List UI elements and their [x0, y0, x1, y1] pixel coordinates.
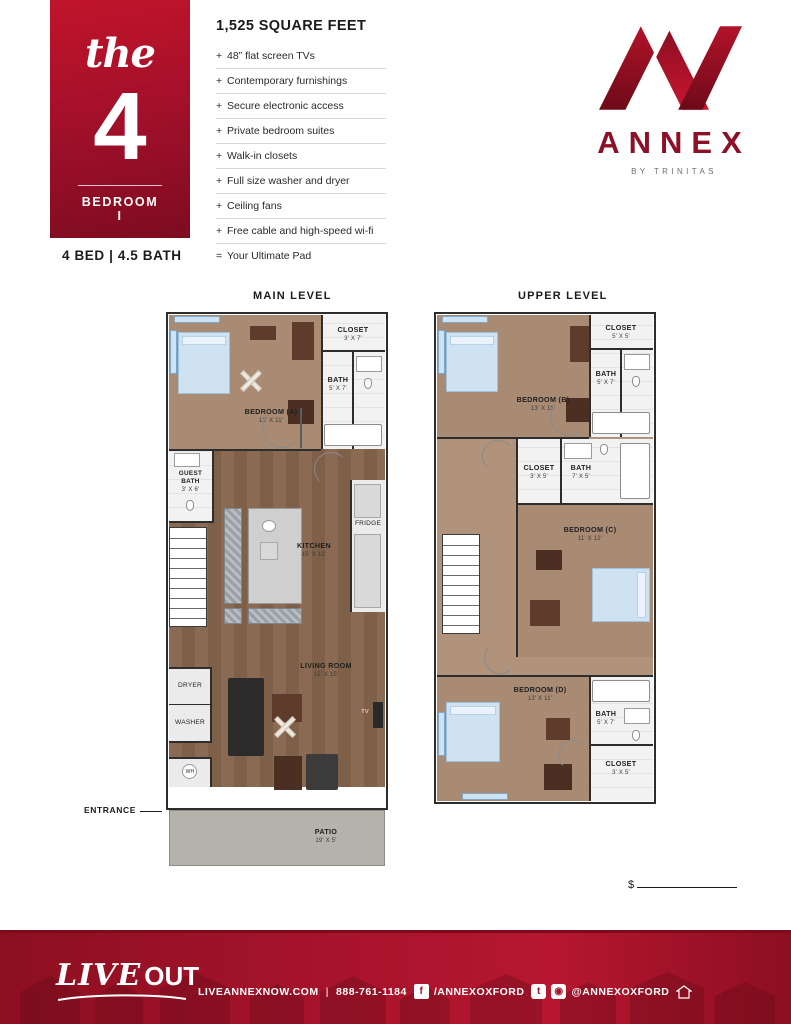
tv-icon	[373, 702, 383, 728]
room-dim: 19' X 5'	[315, 838, 337, 844]
swoosh-icon	[58, 994, 188, 1002]
dresser-furniture	[250, 326, 276, 340]
door-swing-icon	[484, 642, 516, 674]
feature-item	[216, 119, 386, 144]
logo-wordmark: ANNEX	[597, 125, 751, 160]
sink-icon	[174, 453, 200, 467]
badge-the-label: the	[84, 30, 155, 77]
bed-furniture	[446, 702, 500, 762]
window-icon	[438, 712, 445, 756]
room-name: CLOSET	[523, 463, 555, 472]
feature-item	[216, 44, 386, 69]
sink-icon	[564, 443, 592, 459]
wall-seg	[210, 757, 212, 787]
toilet-icon	[632, 730, 640, 741]
room-dim: 13' X 11'	[530, 406, 556, 412]
sink-icon	[356, 356, 382, 372]
facebook-icon[interactable]: f	[414, 984, 429, 999]
room-dim: 3' X 5'	[530, 474, 548, 480]
door-swing-icon	[558, 740, 588, 770]
upper-level-title: UPPER LEVEL	[518, 290, 608, 302]
instagram-icon[interactable]: ◉	[551, 984, 566, 999]
room-name: KITCHEN	[296, 541, 332, 550]
room-label	[591, 760, 651, 777]
website-link[interactable]: LIVEANNEXNOW.COM	[198, 985, 319, 998]
coffee-table-furniture	[274, 756, 302, 790]
feature-marker: +	[216, 200, 223, 212]
room-name: BATH	[595, 369, 617, 378]
room-name: PATIO	[314, 827, 338, 836]
currency-symbol: $	[628, 879, 635, 891]
toilet-icon	[600, 444, 608, 455]
feature-marker: +	[216, 75, 223, 87]
room-label	[322, 376, 354, 393]
main-level-floorplan	[166, 312, 388, 870]
footer-top-rule	[0, 930, 791, 933]
bathtub-icon	[620, 443, 650, 499]
wardrobe-furniture	[292, 322, 314, 360]
door-leaf-icon	[300, 408, 302, 448]
door-swing-icon	[550, 398, 588, 436]
facebook-group[interactable]	[414, 984, 525, 999]
wardrobe-furniture	[570, 326, 590, 362]
feature-text: Walk-in closets	[227, 150, 298, 162]
room-name: BATH	[570, 463, 592, 472]
armchair-furniture	[306, 754, 338, 790]
bathtub-icon	[592, 412, 650, 434]
entrance-label: ENTRANCE	[84, 805, 137, 815]
bathtub-icon	[592, 680, 650, 702]
wall-seg	[169, 521, 214, 523]
out-word: OUT	[144, 961, 200, 991]
wall-seg	[169, 449, 321, 451]
feature-text: Private bedroom suites	[227, 125, 335, 137]
room-name: LIVING ROOM	[300, 661, 352, 670]
feature-item	[216, 244, 386, 268]
kitchen-sink-icon	[262, 520, 276, 532]
wall-seg	[169, 704, 212, 705]
room-label	[550, 526, 630, 543]
bed-furniture	[178, 332, 230, 394]
room-dim: 5' X 5'	[612, 334, 630, 340]
room-label	[169, 470, 212, 494]
toilet-icon	[186, 500, 194, 511]
plan-badge	[50, 0, 190, 238]
room-name: BEDROOM (D)	[513, 685, 567, 694]
equal-housing-icon	[676, 985, 692, 999]
cooktop-icon	[260, 542, 278, 560]
room-label	[518, 464, 560, 481]
room-name: BATH	[595, 709, 617, 718]
feature-text: Ceiling fans	[227, 200, 282, 212]
kitchen-counter	[224, 608, 242, 624]
nightstand-furniture	[546, 718, 570, 740]
room-label	[292, 828, 360, 845]
wall-seg	[212, 449, 214, 521]
room-name: CLOSET	[605, 759, 637, 768]
price-field[interactable]	[628, 876, 738, 891]
feature-item	[216, 194, 386, 219]
live-word: LIVE	[56, 958, 142, 993]
room-dim: 5' X 7'	[329, 386, 347, 392]
feature-marker: +	[216, 100, 223, 112]
annex-logo	[575, 24, 765, 176]
feature-text: 48” flat screen TVs	[227, 50, 315, 62]
room-dim: 15' X 12'	[301, 552, 327, 558]
feature-text: Free cable and high-speed wi-fi	[227, 225, 374, 237]
social-handle[interactable]: @ANNEXOXFORD	[571, 985, 670, 998]
room-name: BEDROOM (B)	[516, 395, 570, 404]
fridge-label: FRIDGE	[354, 520, 382, 527]
wall-seg	[589, 677, 591, 801]
washer-label: WASHER	[175, 719, 205, 726]
feature-marker: +	[216, 50, 223, 62]
room-label	[590, 370, 622, 387]
room-dim: 3' X 7'	[344, 336, 362, 342]
footer-contact-row	[198, 984, 692, 999]
toilet-icon	[632, 376, 640, 387]
bed-bath-summary: 4 BED | 4.5 BATH	[62, 248, 182, 263]
feature-item	[216, 219, 386, 244]
wh-label: WH	[185, 769, 195, 775]
bed-furniture	[592, 568, 650, 622]
feature-list	[216, 44, 386, 268]
room-dim: 15' X 15'	[313, 672, 339, 678]
square-feet-label: 1,525 SQUARE FEET	[216, 18, 367, 34]
room-name: CLOSET	[337, 325, 369, 334]
room-dim: 3' X 5'	[612, 770, 630, 776]
bed-furniture	[446, 332, 498, 392]
room-label	[590, 710, 622, 727]
facebook-handle[interactable]: /ANNEXOXFORD	[433, 985, 525, 998]
upper-stairs	[442, 534, 480, 634]
window-icon	[438, 330, 445, 374]
logo-tagline: BY TRINITAS	[631, 167, 717, 176]
sofa-furniture	[228, 678, 264, 756]
kitchen-counter	[248, 608, 302, 624]
room-name: CLOSET	[605, 323, 637, 332]
room-name: BEDROOM (C)	[563, 525, 617, 534]
tv-label: TV	[361, 709, 369, 715]
feature-marker: +	[216, 125, 223, 137]
room-name: BATH	[327, 375, 349, 384]
wall-seg	[169, 667, 212, 669]
bathtub-icon	[324, 424, 382, 446]
room-label	[496, 686, 584, 703]
room-name: GUEST BATH	[178, 470, 203, 485]
room-label	[286, 542, 342, 559]
room-dim: 11' X 12'	[577, 536, 603, 542]
wall-seg	[169, 757, 212, 759]
feature-item	[216, 69, 386, 94]
wall-seg	[350, 480, 352, 612]
desk-furniture	[536, 550, 562, 570]
footer-bar	[0, 930, 791, 1024]
social-handles-group[interactable]	[531, 984, 669, 999]
room-dim: 3' X 6'	[181, 487, 200, 493]
feature-marker: +	[216, 175, 223, 187]
price-blank-line[interactable]	[637, 876, 737, 888]
badge-bedroom-count: 4	[93, 73, 147, 180]
ceiling-fan-icon	[238, 368, 264, 394]
separator: |	[325, 985, 330, 998]
toilet-icon	[364, 378, 372, 389]
window-icon	[462, 793, 508, 800]
wall-seg	[169, 741, 212, 743]
kitchen-counter	[224, 508, 242, 604]
room-dim: 13' X 11'	[258, 418, 284, 424]
dryer-label: DRYER	[178, 682, 202, 689]
window-icon	[170, 330, 177, 374]
feature-marker: +	[216, 150, 223, 162]
room-label	[292, 662, 360, 679]
door-swing-icon	[482, 440, 514, 472]
badge-bedroom-line: BEDROOM I	[78, 185, 162, 223]
feature-text: Full size washer and dryer	[227, 175, 350, 187]
wall-seg	[516, 505, 518, 657]
ceiling-fan-icon	[272, 714, 298, 740]
twitter-icon[interactable]: t	[531, 984, 546, 999]
window-icon	[442, 316, 488, 323]
feature-marker: =	[216, 250, 223, 262]
room-dim: 5' X 7'	[597, 380, 615, 386]
feature-text: Secure electronic access	[227, 100, 344, 112]
feature-marker: +	[216, 225, 223, 237]
live-out-lockup	[56, 958, 199, 993]
room-name: BEDROOM (A)	[244, 407, 298, 416]
upper-level-floorplan	[434, 312, 656, 804]
main-stairs	[169, 527, 207, 627]
room-dim: 5' X 7'	[597, 720, 615, 726]
annex-a-x-mark	[588, 24, 753, 112]
dresser-furniture	[530, 600, 560, 626]
feature-text: Your Ultimate Pad	[227, 250, 312, 262]
phone-number[interactable]: 888-761-1184	[336, 985, 407, 998]
room-label	[562, 464, 600, 481]
door-swing-icon	[262, 408, 302, 448]
pantry-unit	[354, 534, 381, 608]
room-label	[323, 326, 383, 343]
main-level-title: MAIN LEVEL	[253, 290, 332, 302]
room-dim: 13' X 11'	[527, 696, 553, 702]
feature-text: Contemporary furnishings	[227, 75, 348, 87]
feature-item	[216, 94, 386, 119]
sink-icon	[624, 354, 650, 370]
window-icon	[174, 316, 220, 323]
sink-icon	[624, 708, 650, 724]
door-swing-icon	[314, 452, 348, 486]
fridge-unit	[354, 484, 381, 518]
room-label	[591, 324, 651, 341]
room-dim: 7' X 5'	[572, 474, 590, 480]
wall-seg	[589, 744, 653, 746]
feature-item	[216, 169, 386, 194]
feature-item	[216, 144, 386, 169]
